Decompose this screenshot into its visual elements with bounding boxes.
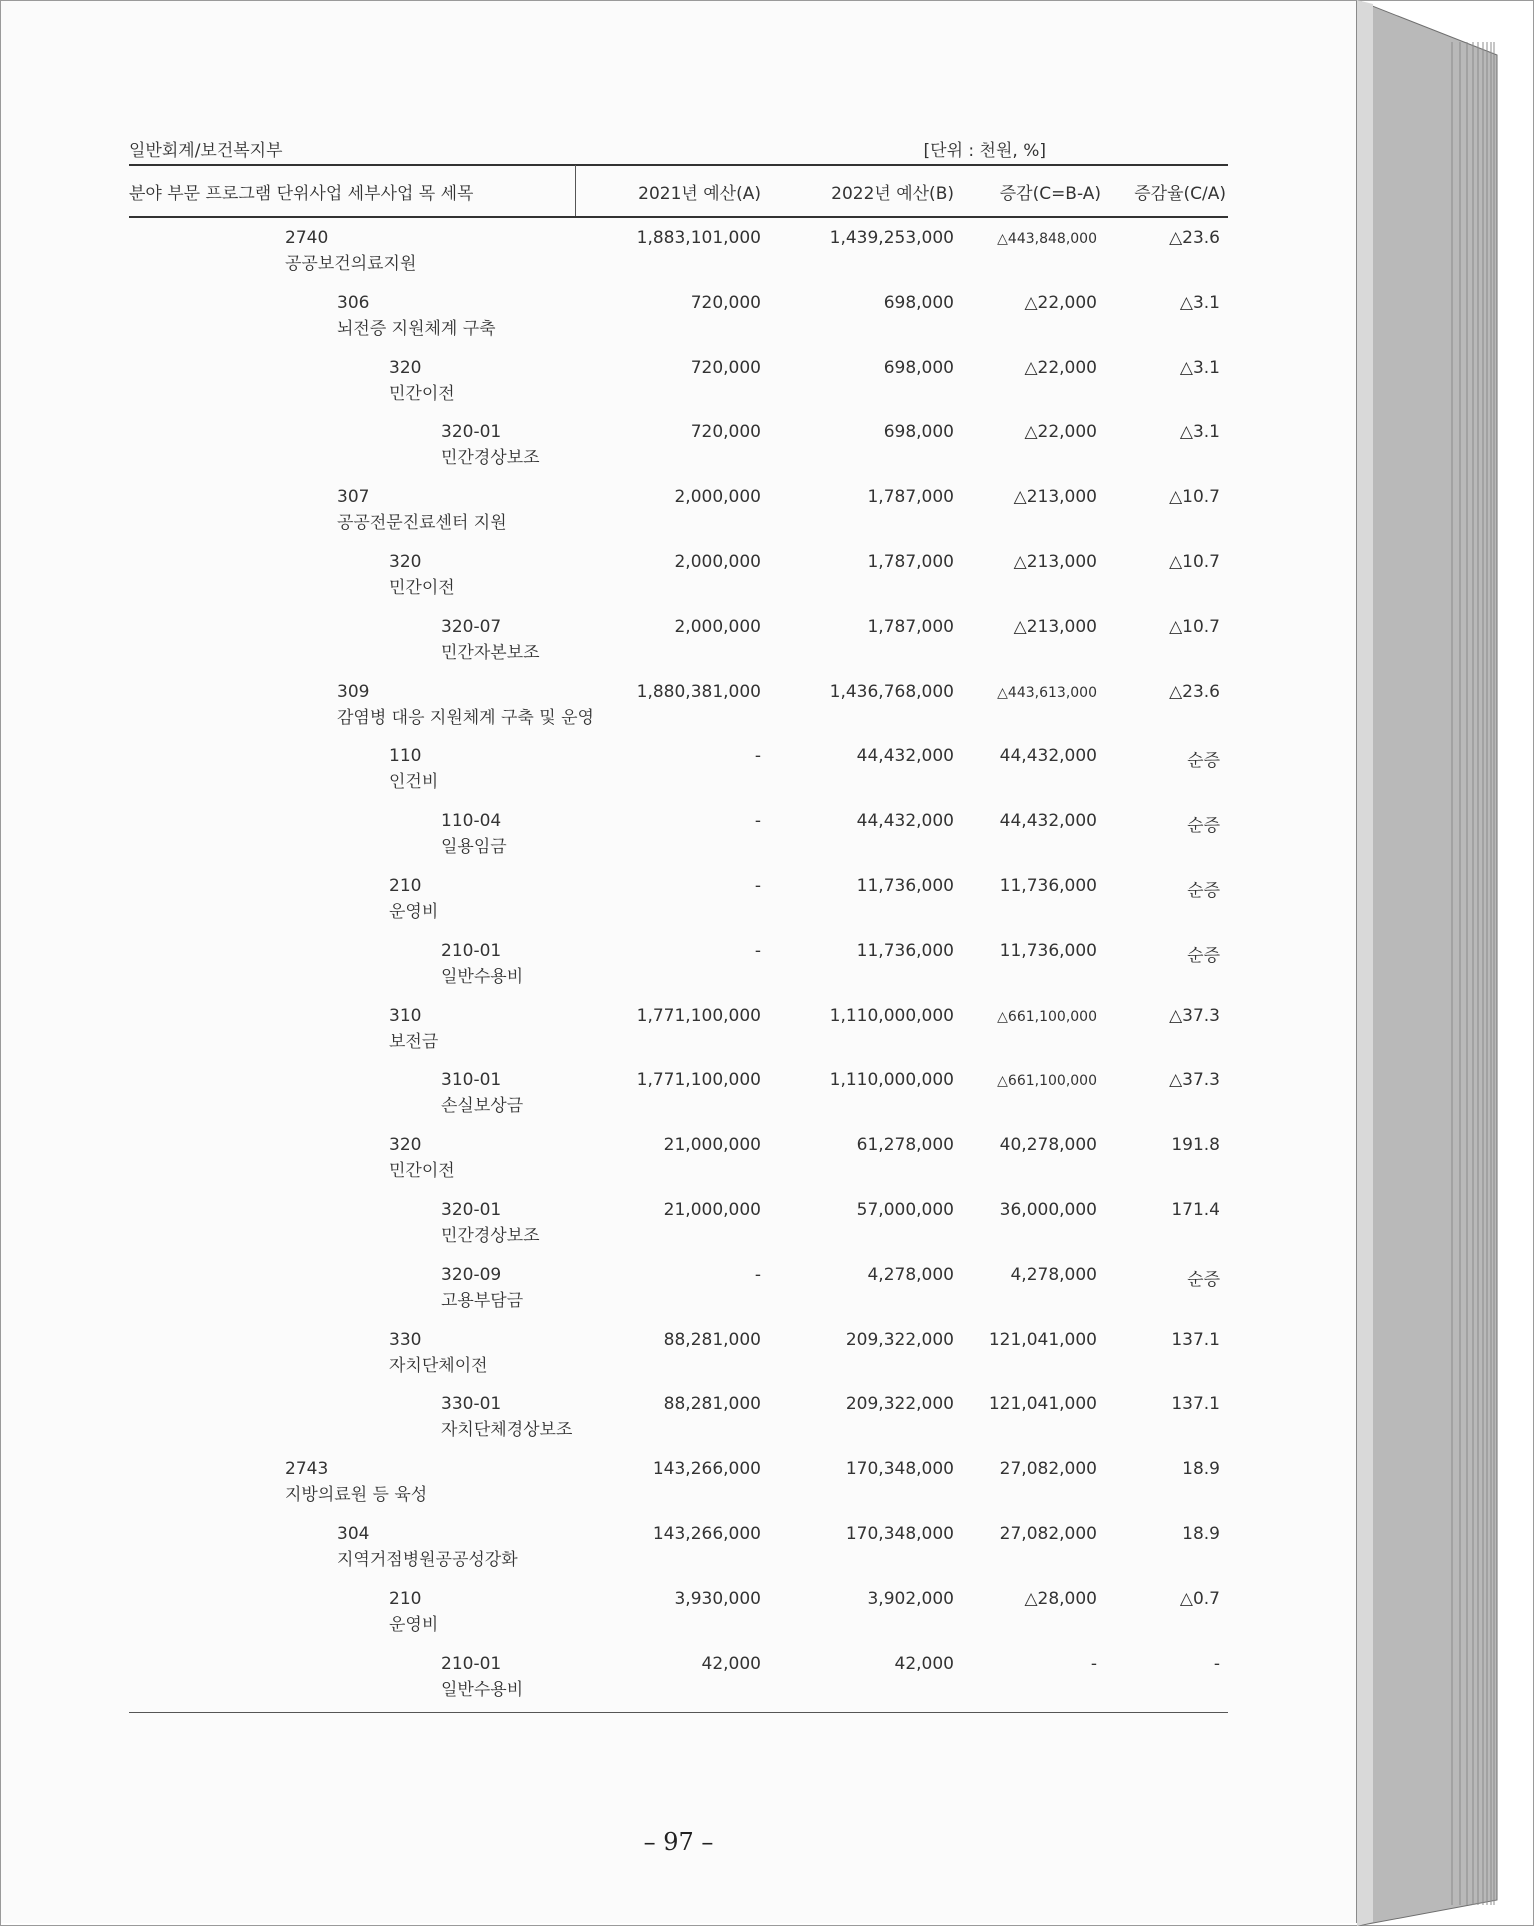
row-change: △22,000 <box>1024 422 1097 443</box>
table-row <box>1 552 1356 612</box>
row-change-rate: △10.7 <box>1169 616 1220 637</box>
row-budget-2022: 1,436,768,000 <box>829 681 954 702</box>
row-name: 뇌전증 지원체계 구축 <box>337 318 496 339</box>
row-change: 36,000,000 <box>999 1200 1097 1220</box>
row-code: 110-04 <box>441 811 502 832</box>
row-budget-2022: 4,278,000 <box>867 1264 954 1285</box>
row-code: 210-01 <box>441 1653 502 1674</box>
row-code: 320-07 <box>441 616 502 637</box>
table-row <box>1 1200 1356 1260</box>
row-change-rate: 순증 <box>1187 816 1220 837</box>
row-code: 330 <box>389 1329 422 1350</box>
row-budget-2021: 1,880,381,000 <box>636 681 761 702</box>
row-change: △443,613,000 <box>997 684 1097 701</box>
row-name: 민간경상보조 <box>441 1226 540 1246</box>
table-row <box>1 228 1356 288</box>
row-name: 공공보건의료지원 <box>285 254 417 274</box>
row-change: 40,278,000 <box>999 1135 1097 1156</box>
row-budget-2022: 209,322,000 <box>845 1329 954 1350</box>
table-row <box>1 422 1356 482</box>
row-name: 공공전문진료센터 지원 <box>337 513 507 534</box>
row-budget-2021: 42,000 <box>701 1653 761 1674</box>
row-name: 일용임금 <box>441 837 507 858</box>
row-change-rate: △10.7 <box>1169 487 1220 508</box>
table-row <box>1 1265 1356 1325</box>
book-page-edges <box>1357 0 1533 1926</box>
row-budget-2022: 11,736,000 <box>856 940 954 961</box>
row-budget-2021: - <box>754 940 761 961</box>
row-code: 320 <box>389 357 422 378</box>
table-row <box>1 811 1356 871</box>
table-row <box>1 1006 1356 1066</box>
row-code: 320 <box>389 1135 422 1156</box>
table-row <box>1 1589 1356 1649</box>
col-header-change-rate: 증감율(C/A) <box>1134 184 1226 204</box>
row-name: 보전금 <box>389 1031 439 1052</box>
row-budget-2021: 21,000,000 <box>663 1135 761 1156</box>
table-row <box>1 1070 1356 1130</box>
row-budget-2022: 170,348,000 <box>845 1524 954 1544</box>
row-change-rate: 171.4 <box>1171 1200 1220 1220</box>
table-row <box>1 1135 1356 1195</box>
row-budget-2021: - <box>754 746 761 767</box>
row-change: △28,000 <box>1024 1588 1097 1609</box>
unit-label: [단위 : 천원, %] <box>923 141 1046 161</box>
row-budget-2022: 1,110,000,000 <box>829 1070 954 1091</box>
row-budget-2021: 720,000 <box>690 357 761 378</box>
row-change-rate: △3.1 <box>1179 292 1220 313</box>
row-change: 27,082,000 <box>999 1459 1097 1480</box>
row-name: 손실보상금 <box>441 1096 524 1117</box>
row-budget-2022: 11,736,000 <box>856 876 954 896</box>
table-row <box>1 358 1356 418</box>
row-name: 일반수용비 <box>441 1679 524 1700</box>
row-change: △661,100,000 <box>997 1008 1097 1025</box>
row-code: 210 <box>389 1588 422 1609</box>
row-code: 110 <box>389 746 422 767</box>
row-change: 44,432,000 <box>999 746 1097 767</box>
table-row <box>1 1524 1356 1584</box>
row-budget-2021: 2,000,000 <box>674 487 761 508</box>
row-budget-2021: 1,883,101,000 <box>636 228 761 248</box>
table-row <box>1 1330 1356 1390</box>
row-code: 330-01 <box>441 1394 502 1415</box>
row-code: 309 <box>337 681 370 702</box>
row-budget-2022: 44,432,000 <box>856 811 954 832</box>
row-budget-2021: 1,771,100,000 <box>636 1005 761 1026</box>
row-code: 320-09 <box>441 1264 502 1285</box>
row-name: 인건비 <box>389 772 439 793</box>
table-row <box>1 876 1356 936</box>
row-change-rate: 순증 <box>1187 945 1220 966</box>
row-change-rate: 순증 <box>1187 1269 1220 1290</box>
row-change: △22,000 <box>1024 357 1097 378</box>
row-budget-2022: 1,787,000 <box>867 487 954 508</box>
row-budget-2021: 1,771,100,000 <box>636 1070 761 1091</box>
row-budget-2022: 698,000 <box>883 357 954 378</box>
row-name: 일반수용비 <box>441 966 524 987</box>
row-change-rate: △37.3 <box>1169 1005 1220 1026</box>
table-bottom-rule <box>129 1712 1228 1713</box>
row-name: 운영비 <box>389 902 439 922</box>
row-code: 2740 <box>285 228 329 248</box>
row-code: 210 <box>389 876 422 896</box>
col-header-change: 증감(C=B-A) <box>999 184 1101 204</box>
row-change-rate: 137.1 <box>1171 1329 1220 1350</box>
row-budget-2021: 143,266,000 <box>652 1524 761 1544</box>
row-change: 44,432,000 <box>999 811 1097 832</box>
row-name: 지방의료원 등 육성 <box>285 1485 428 1506</box>
row-code: 310 <box>389 1005 422 1026</box>
row-code: 320 <box>389 552 422 572</box>
table-row <box>1 1654 1356 1714</box>
row-change: 27,082,000 <box>999 1524 1097 1544</box>
row-change-rate: △3.1 <box>1179 422 1220 443</box>
row-change-rate: △10.7 <box>1169 552 1220 572</box>
table-row <box>1 1459 1356 1519</box>
row-budget-2022: 44,432,000 <box>856 746 954 767</box>
row-budget-2022: 42,000 <box>894 1653 954 1674</box>
row-name: 민간자본보조 <box>441 642 540 663</box>
row-budget-2022: 209,322,000 <box>845 1394 954 1415</box>
row-budget-2021: 720,000 <box>690 292 761 313</box>
row-budget-2022: 3,902,000 <box>867 1588 954 1609</box>
table-row <box>1 1394 1356 1454</box>
header-column-divider <box>575 165 576 217</box>
row-name: 민간이전 <box>389 1161 455 1182</box>
row-budget-2022: 1,110,000,000 <box>829 1005 954 1026</box>
row-change: △213,000 <box>1013 487 1097 508</box>
row-code: 307 <box>337 487 370 508</box>
row-budget-2022: 1,787,000 <box>867 616 954 637</box>
row-budget-2021: - <box>754 876 761 896</box>
table-row <box>1 941 1356 1001</box>
col-header-category: 분야 부문 프로그램 단위사업 세부사업 목 세목 <box>129 184 474 204</box>
row-name: 민간이전 <box>389 383 455 404</box>
row-budget-2022: 57,000,000 <box>856 1200 954 1220</box>
row-budget-2021: 88,281,000 <box>663 1329 761 1350</box>
table-row <box>1 617 1356 677</box>
row-code: 2743 <box>285 1459 329 1480</box>
row-budget-2021: - <box>754 1264 761 1285</box>
row-change: △22,000 <box>1024 292 1097 313</box>
row-code: 320-01 <box>441 1200 502 1220</box>
row-change: △213,000 <box>1013 616 1097 637</box>
row-change-rate: 137.1 <box>1171 1394 1220 1415</box>
row-change: △661,100,000 <box>997 1073 1097 1090</box>
row-name: 민간경상보조 <box>441 448 540 469</box>
row-change-rate: - <box>1213 1653 1220 1674</box>
row-code: 320-01 <box>441 422 502 443</box>
row-budget-2021: 143,266,000 <box>652 1459 761 1480</box>
row-change-rate: 순증 <box>1187 881 1220 901</box>
col-header-2022: 2022년 예산(B) <box>831 184 954 204</box>
row-change: 11,736,000 <box>999 876 1097 896</box>
document-page <box>1 1 1357 1923</box>
row-name: 지역거점병원공공성강화 <box>337 1550 518 1570</box>
header-bottom-rule <box>129 216 1228 218</box>
row-change-rate: △0.7 <box>1179 1588 1220 1609</box>
row-budget-2022: 1,787,000 <box>867 552 954 572</box>
row-budget-2022: 698,000 <box>883 292 954 313</box>
row-change: △213,000 <box>1013 552 1097 572</box>
row-budget-2021: 2,000,000 <box>674 616 761 637</box>
row-budget-2021: - <box>754 811 761 832</box>
row-change-rate: △3.1 <box>1179 357 1220 378</box>
row-budget-2022: 698,000 <box>883 422 954 443</box>
row-change-rate: △23.6 <box>1169 681 1220 702</box>
row-change: - <box>1090 1653 1097 1674</box>
table-row <box>1 487 1356 547</box>
row-code: 304 <box>337 1524 370 1544</box>
row-name: 민간이전 <box>389 578 455 598</box>
page-number: – 97 – <box>643 1828 714 1856</box>
row-change-rate: 순증 <box>1187 751 1220 772</box>
row-budget-2021: 21,000,000 <box>663 1200 761 1220</box>
row-name: 고용부담금 <box>441 1290 524 1311</box>
row-change-rate: △37.3 <box>1169 1070 1220 1091</box>
row-change-rate: 18.9 <box>1182 1524 1220 1544</box>
row-code: 306 <box>337 292 370 313</box>
table-row <box>1 746 1356 806</box>
row-change: 11,736,000 <box>999 940 1097 961</box>
row-budget-2021: 3,930,000 <box>674 1588 761 1609</box>
col-header-2021: 2021년 예산(A) <box>638 184 761 204</box>
row-change: 121,041,000 <box>988 1329 1097 1350</box>
row-name: 감염병 대응 지원체계 구축 및 운영 <box>337 707 594 728</box>
row-change-rate: 18.9 <box>1182 1459 1220 1480</box>
row-budget-2022: 61,278,000 <box>856 1135 954 1156</box>
section-title: 일반회계/보건복지부 <box>129 141 283 161</box>
row-change-rate: △23.6 <box>1169 228 1220 248</box>
row-change: 4,278,000 <box>1010 1264 1097 1285</box>
row-budget-2021: 2,000,000 <box>674 552 761 572</box>
row-change-rate: 191.8 <box>1171 1135 1220 1156</box>
row-budget-2022: 170,348,000 <box>845 1459 954 1480</box>
row-budget-2021: 88,281,000 <box>663 1394 761 1415</box>
table-row <box>1 682 1356 742</box>
table-top-rule <box>129 164 1228 166</box>
row-name: 자치단체경상보조 <box>441 1420 573 1441</box>
row-change: 121,041,000 <box>988 1394 1097 1415</box>
row-budget-2021: 720,000 <box>690 422 761 443</box>
row-name: 자치단체이전 <box>389 1355 488 1376</box>
row-code: 210-01 <box>441 940 502 961</box>
row-budget-2022: 1,439,253,000 <box>829 228 954 248</box>
row-name: 운영비 <box>389 1614 439 1635</box>
row-code: 310-01 <box>441 1070 502 1091</box>
row-change: △443,848,000 <box>997 231 1097 247</box>
table-row <box>1 293 1356 353</box>
